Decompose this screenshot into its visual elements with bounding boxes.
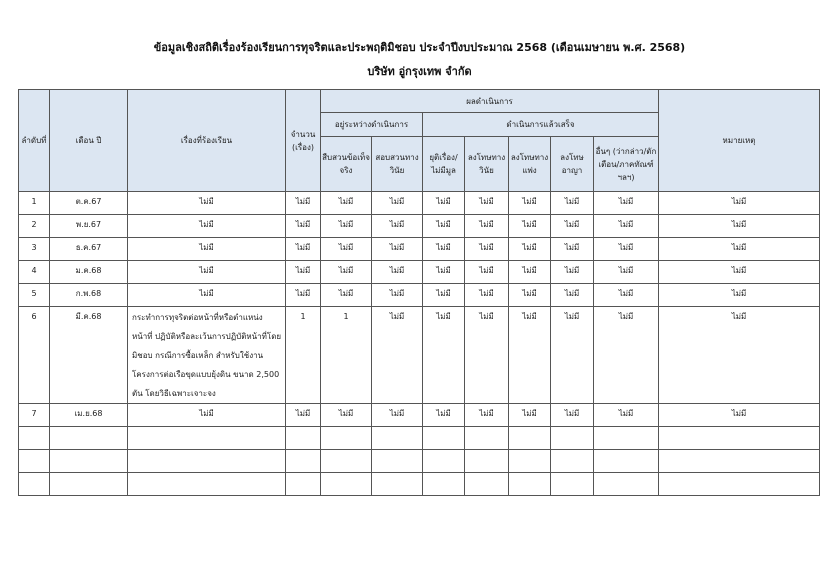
header-seq: ลำดับที่	[19, 90, 50, 192]
cell-dismissed: ไม่มี	[423, 238, 465, 261]
cell-remarks: ไม่มี	[659, 261, 820, 284]
cell-dismissed: ไม่มี	[423, 404, 465, 427]
cell-fact-inquiry: ไม่มี	[321, 404, 372, 427]
cell-civil-penalty: ไม่มี	[509, 284, 551, 307]
cell-seq: 1	[19, 192, 50, 215]
cell-disc-inquiry: ไม่มี	[372, 404, 423, 427]
cell-dismissed: ไม่มี	[423, 261, 465, 284]
empty-row	[19, 473, 820, 496]
cell-seq: 2	[19, 215, 50, 238]
cell-fact-inquiry: ไม่มี	[321, 238, 372, 261]
cell-remarks: ไม่มี	[659, 192, 820, 215]
cell-disc-inquiry: ไม่มี	[372, 284, 423, 307]
header-disc-penalty: ลงโทษทางวินัย	[465, 137, 509, 192]
cell-month: ธ.ค.67	[50, 238, 128, 261]
cell-count: 1	[286, 307, 321, 404]
cell-dismissed: ไม่มี	[423, 192, 465, 215]
table-row	[19, 404, 820, 427]
header-dismissed: ยุติเรื่อง/ไม่มีมูล	[423, 137, 465, 192]
cell-disc-penalty: ไม่มี	[465, 404, 509, 427]
cell-disc-penalty: ไม่มี	[465, 192, 509, 215]
cell-criminal-penalty: ไม่มี	[551, 238, 594, 261]
cell-fact-inquiry: ไม่มี	[321, 215, 372, 238]
cell-subject: ไม่มี	[128, 404, 286, 427]
document-title: ข้อมูลเชิงสถิติเรื่องร้องเรียนการทุจริตและประพฤติมิชอบ ประจำปีงบประมาณ 2568 (เดือนเมษายน พ.ศ. 2568)	[153, 41, 686, 54]
cell-month: มี.ค.68	[50, 307, 128, 404]
cell-month: ม.ค.68	[50, 261, 128, 284]
empty-row	[19, 450, 820, 473]
cell-criminal-penalty: ไม่มี	[551, 404, 594, 427]
cell-disc-penalty: ไม่มี	[465, 284, 509, 307]
cell-disc-penalty: ไม่มี	[465, 238, 509, 261]
cell-disc-inquiry: ไม่มี	[372, 307, 423, 404]
cell-remarks: ไม่มี	[659, 404, 820, 427]
header-subject: เรื่องที่ร้องเรียน	[128, 90, 286, 192]
cell-subject: ไม่มี	[128, 261, 286, 284]
header-remarks: หมายเหตุ	[659, 90, 820, 192]
header-other: อื่นๆ (ว่ากล่าว/ตักเตือน/ภาคทัณฑ์ ฯลฯ)	[594, 137, 659, 192]
header-civil-penalty: ลงโทษทางแพ่ง	[509, 137, 551, 192]
cell-civil-penalty: ไม่มี	[509, 307, 551, 404]
cell-other: ไม่มี	[594, 238, 659, 261]
cell-disc-inquiry: ไม่มี	[372, 192, 423, 215]
cell-fact-inquiry: 1	[321, 307, 372, 404]
cell-civil-penalty: ไม่มี	[509, 192, 551, 215]
table-row	[19, 284, 820, 307]
empty-row	[19, 427, 820, 450]
complaint-statistics-table	[18, 89, 820, 496]
cell-seq: 4	[19, 261, 50, 284]
cell-subject: ไม่มี	[128, 284, 286, 307]
cell-criminal-penalty: ไม่มี	[551, 284, 594, 307]
cell-civil-penalty: ไม่มี	[509, 215, 551, 238]
table-row	[19, 192, 820, 215]
cell-subject: กระทำการทุจริตต่อหน้าที่หรือตำแหน่งหน้าที่ ปฏิบัติหรือละเว้นการปฏิบัติหน้าที่โดยมิชอบ กรณีการซื้อเหล็ก สำหรับใช้งานโครงการต่อเรือขุดแบบยุ้งดิน ขนาด 2,500 ตัน โดยวิธีเฉพาะเจาะจง	[128, 307, 286, 404]
cell-civil-penalty: ไม่มี	[509, 404, 551, 427]
cell-dismissed: ไม่มี	[423, 284, 465, 307]
cell-count: ไม่มี	[286, 284, 321, 307]
header-done: ดำเนินการแล้วเสร็จ	[423, 113, 659, 137]
table-row	[19, 261, 820, 284]
header-fact-inquiry: สืบสวนข้อเท็จจริง	[321, 137, 372, 192]
cell-fact-inquiry: ไม่มี	[321, 192, 372, 215]
cell-month: พ.ย.67	[50, 215, 128, 238]
cell-criminal-penalty: ไม่มี	[551, 307, 594, 404]
cell-seq: 6	[19, 307, 50, 404]
cell-civil-penalty: ไม่มี	[509, 238, 551, 261]
cell-other: ไม่มี	[594, 261, 659, 284]
cell-month: ก.พ.68	[50, 284, 128, 307]
cell-count: ไม่มี	[286, 192, 321, 215]
cell-disc-inquiry: ไม่มี	[372, 261, 423, 284]
cell-subject: ไม่มี	[128, 238, 286, 261]
cell-disc-inquiry: ไม่มี	[372, 215, 423, 238]
cell-seq: 7	[19, 404, 50, 427]
cell-civil-penalty: ไม่มี	[509, 261, 551, 284]
header-month: เดือน ปี	[50, 90, 128, 192]
cell-count: ไม่มี	[286, 404, 321, 427]
cell-count: ไม่มี	[286, 215, 321, 238]
cell-remarks: ไม่มี	[659, 284, 820, 307]
cell-count: ไม่มี	[286, 238, 321, 261]
cell-dismissed: ไม่มี	[423, 215, 465, 238]
cell-other: ไม่มี	[594, 307, 659, 404]
table-row	[19, 238, 820, 261]
cell-fact-inquiry: ไม่มี	[321, 284, 372, 307]
table-row	[19, 215, 820, 238]
cell-other: ไม่มี	[594, 284, 659, 307]
header-count: จำนวน (เรื่อง)	[286, 90, 321, 192]
cell-seq: 5	[19, 284, 50, 307]
cell-seq: 3	[19, 238, 50, 261]
cell-other: ไม่มี	[594, 192, 659, 215]
cell-criminal-penalty: ไม่มี	[551, 215, 594, 238]
cell-month: เม.ย.68	[50, 404, 128, 427]
cell-dismissed: ไม่มี	[423, 307, 465, 404]
cell-other: ไม่มี	[594, 404, 659, 427]
cell-subject: ไม่มี	[128, 215, 286, 238]
header-disc-inquiry: สอบสวนทางวินัย	[372, 137, 423, 192]
cell-remarks: ไม่มี	[659, 215, 820, 238]
cell-disc-inquiry: ไม่มี	[372, 238, 423, 261]
company-name: บริษัท อู่กรุงเทพ จำกัด	[367, 65, 472, 78]
header-criminal-penalty: ลงโทษอาญา	[551, 137, 594, 192]
cell-fact-inquiry: ไม่มี	[321, 261, 372, 284]
cell-remarks: ไม่มี	[659, 307, 820, 404]
cell-disc-penalty: ไม่มี	[465, 215, 509, 238]
header-in-progress: อยู่ระหว่างดำเนินการ	[321, 113, 423, 137]
cell-subject: ไม่มี	[128, 192, 286, 215]
cell-remarks: ไม่มี	[659, 238, 820, 261]
header-results: ผลดำเนินการ	[321, 90, 659, 113]
cell-criminal-penalty: ไม่มี	[551, 261, 594, 284]
cell-disc-penalty: ไม่มี	[465, 307, 509, 404]
cell-criminal-penalty: ไม่มี	[551, 192, 594, 215]
table-row	[19, 307, 820, 404]
cell-count: ไม่มี	[286, 261, 321, 284]
cell-other: ไม่มี	[594, 215, 659, 238]
cell-month: ต.ค.67	[50, 192, 128, 215]
cell-disc-penalty: ไม่มี	[465, 261, 509, 284]
